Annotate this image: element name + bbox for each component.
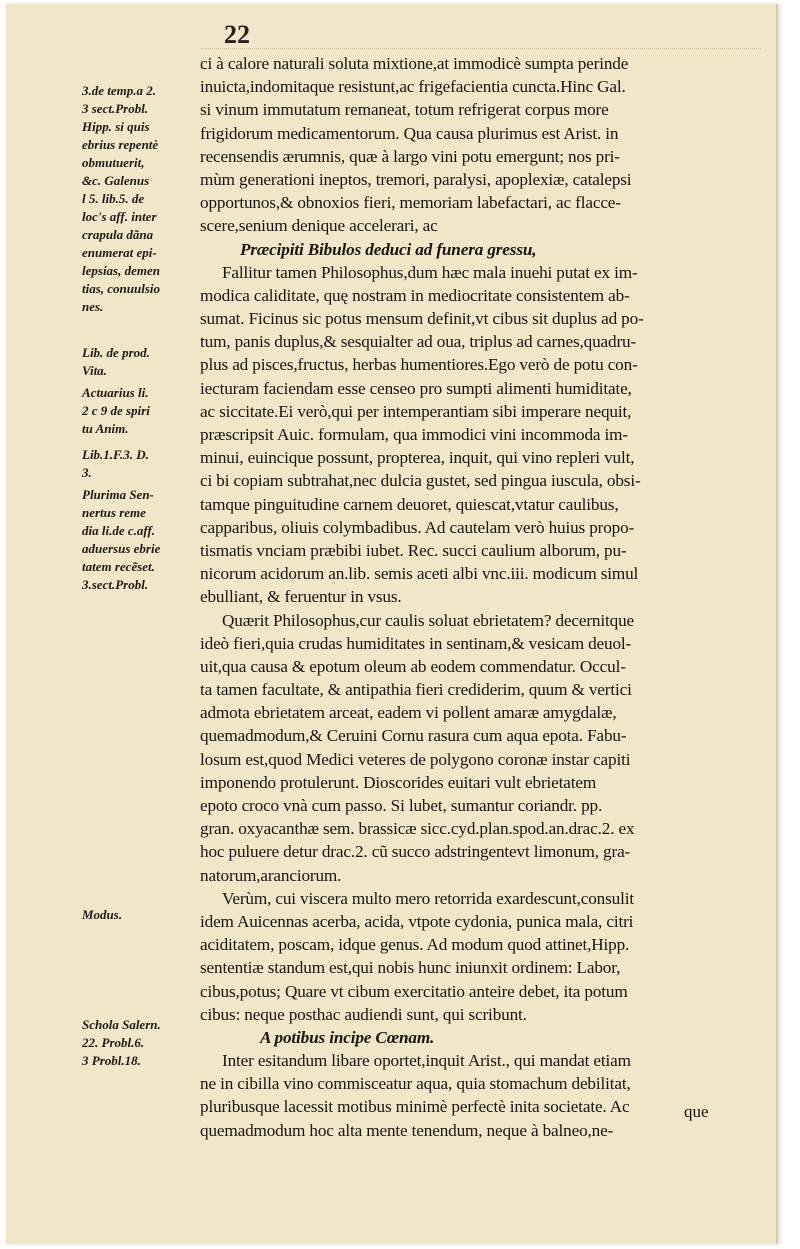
text-line: hoc puluere detur drac.2. cũ succo adstringentevt limonum, gra- [200, 842, 631, 862]
text-line: Præcipiti Bibulos deduci ad funera gressu, [240, 239, 537, 259]
text-line: quemadmodum,& Ceruini Cornu rasura cum aqua epota. Fabu- [200, 726, 627, 746]
margin-note: 3.de temp.a 2. 3 sect.Probl. Hipp. si quis ebrius repentè obmutuerit, &c. Galenus l 5. lib.5. de loc's aff. inter crapula dãna enumerat epi- lepsias, demen tias, conuulsio nes. [82, 83, 161, 314]
text-line: Verùm, cui viscera multo mero retorrida exardescunt,consulit [222, 888, 634, 908]
text-line: quemadmodum hoc alta mente tenendum, neque à balneo,ne- [200, 1120, 614, 1140]
margin-note: Lib.1.F.3. D. 3. [82, 447, 149, 480]
margin-note: Schola Salern. 22. Probl.6. 3 Probl.18. [82, 1017, 161, 1068]
text-line: sumat. Ficinus sic potus mensum definit,vt cibus sit duplus ad po- [200, 309, 644, 329]
text-line: losum est,quod Medici veteres de polygono coronæ instar capiti [200, 749, 631, 769]
text-line: admota ebrietatem arceat, eadem vi pollent amaræ amygdalæ, [200, 703, 617, 723]
text-line: imponendo protulerunt. Dioscorides euitari vult ebrietatem [200, 772, 597, 792]
text-line: Fallitur tamen Philosophus,dum hæc mala inuehi putat ex im- [222, 262, 638, 282]
text-line: recensendis ærumnis, quæ à largo vini potu emergunt; nos pri- [200, 146, 620, 166]
text-line: iecturam faciendam esse censeo pro sumpti alimenti humiditate, [200, 378, 632, 398]
text-line: præscripsit Auic. formulam, qua immodici vini incommoda im- [200, 425, 628, 444]
text-line: aciditatem, poscam, idque genus. Ad modum quod attinet,Hipp. [200, 935, 630, 955]
text-line: Inter esitandum libare oportet,inquit Arist., qui mandat etiam [222, 1051, 631, 1071]
text-line: gran. oxyacanthæ sem. brassicæ sicc.cyd.plan.spod.an.drac.2. ex [200, 819, 635, 839]
catchword: que [684, 1102, 709, 1121]
text-line: ta tamen facultate, & antipathia fieri crediderim, quum & vertici [200, 680, 632, 700]
text-line: cibus: neque posthac audiendi sunt, qui scribunt. [200, 1004, 527, 1024]
text-line: epoto croco vnà cum passo. Si lubet, sumantur coriandr. pp. [200, 796, 603, 815]
book-page [6, 4, 778, 1244]
text-line: mùm generationi ineptos, tremori, paralysi, apoplexiæ, catalepsi [200, 169, 632, 189]
text-line: uit,qua causa & epotum oleum ab eodem commendatur. Occul- [200, 656, 626, 676]
text-line: ac siccitate.Ei verò,qui per intemperantiam sibi imperare nequit, [200, 401, 632, 421]
text-line: sententiæ standum est,qui nobis hunc iniunxit ordinem: Labor, [200, 958, 621, 978]
text-line: ebulliant, & feruentur in vsus. [200, 587, 402, 607]
text-line: A potibus incipe Cœnam. [260, 1027, 435, 1047]
margin-note: Plurima Sen- nertus reme dia li.de c.aff. aduersus ebrie tatem recẽset. 3.sect.Probl. [82, 487, 161, 592]
text-line: opportunos,& obnoxios fieri, memoriam labefactari, ac flacce- [200, 193, 621, 213]
page-number: 22 [224, 20, 250, 49]
text-line: scere,senium denique accelerari, ac [200, 216, 438, 236]
text-line: tismatis vnciam præbibi iubet. Rec. succi caulium alborum, pu- [200, 540, 627, 560]
text-line: tamque pinguitudine carnem deuoret, quiescat,vtatur caulibus, [200, 494, 619, 514]
margin-note: Lib. de prod. Vita. [82, 345, 150, 378]
text-line: natorum,aranciorum. [200, 865, 342, 885]
text-line: inuicta,indomitaque resistunt,ac frigefacientia cuncta.Hinc Gal. [200, 77, 626, 97]
text-line: ideò fieri,quia crudas humiditates in sentinam,& vesicam deuol- [200, 633, 632, 653]
text-line: minui, euincique possunt, propterea, inquit, qui vino repleri vult, [200, 448, 635, 468]
text-line: capparibus, oliuis colymbadibus. Ad cautelam verò huius propo- [200, 517, 635, 537]
text-line: ci bi copiam subtrahat,nec dulcia gustet, sed pingua iuscula, obsi- [200, 471, 641, 491]
text-line: cibus,potus; Quare vt cibum exercitatio anteire debet, ita potum [200, 981, 628, 1001]
text-line: ci à calore naturali soluta mixtione,at immodicè sumpta perinde [200, 54, 629, 73]
text-line: ne in cibilla vino commisceatur aqua, quia stomachum debilitat, [200, 1074, 631, 1094]
text-line: idem Auicennas acerba, acida, vtpote cydonia, punica mala, citri [200, 911, 634, 931]
text-line: si vinum immutatum remaneat, totum refrigerat corpus more [200, 100, 609, 120]
margin-note: Modus. [82, 907, 123, 922]
text-line: pluribusque lacessit motibus minimè perfectè inita societate. Ac [200, 1097, 630, 1117]
text-line: tum, panis duplus,& sesquialter ad oua, triplus ad carnes,quadru- [200, 332, 637, 352]
text-line: modica caliditate, quę nostram in mediocritate consistentem ab- [200, 285, 630, 305]
text-line: Quærit Philosophus,cur caulis soluat ebrietatem? decernitque [222, 610, 634, 630]
text-line: frigidorum medicamentorum. Qua causa plurimus est Arist. in [200, 123, 619, 143]
main-text-block [200, 52, 748, 1142]
margin-note: Actuarius li. 2 c 9 de spiri tu Anim. [82, 385, 150, 436]
text-line: nicorum acidorum an.lib. semis aceti albi vnc.iii. modicum simul [200, 564, 639, 584]
text-line: plus ad pisces,fructus, herbas humentiores.Ego verò de potu con- [200, 355, 638, 375]
